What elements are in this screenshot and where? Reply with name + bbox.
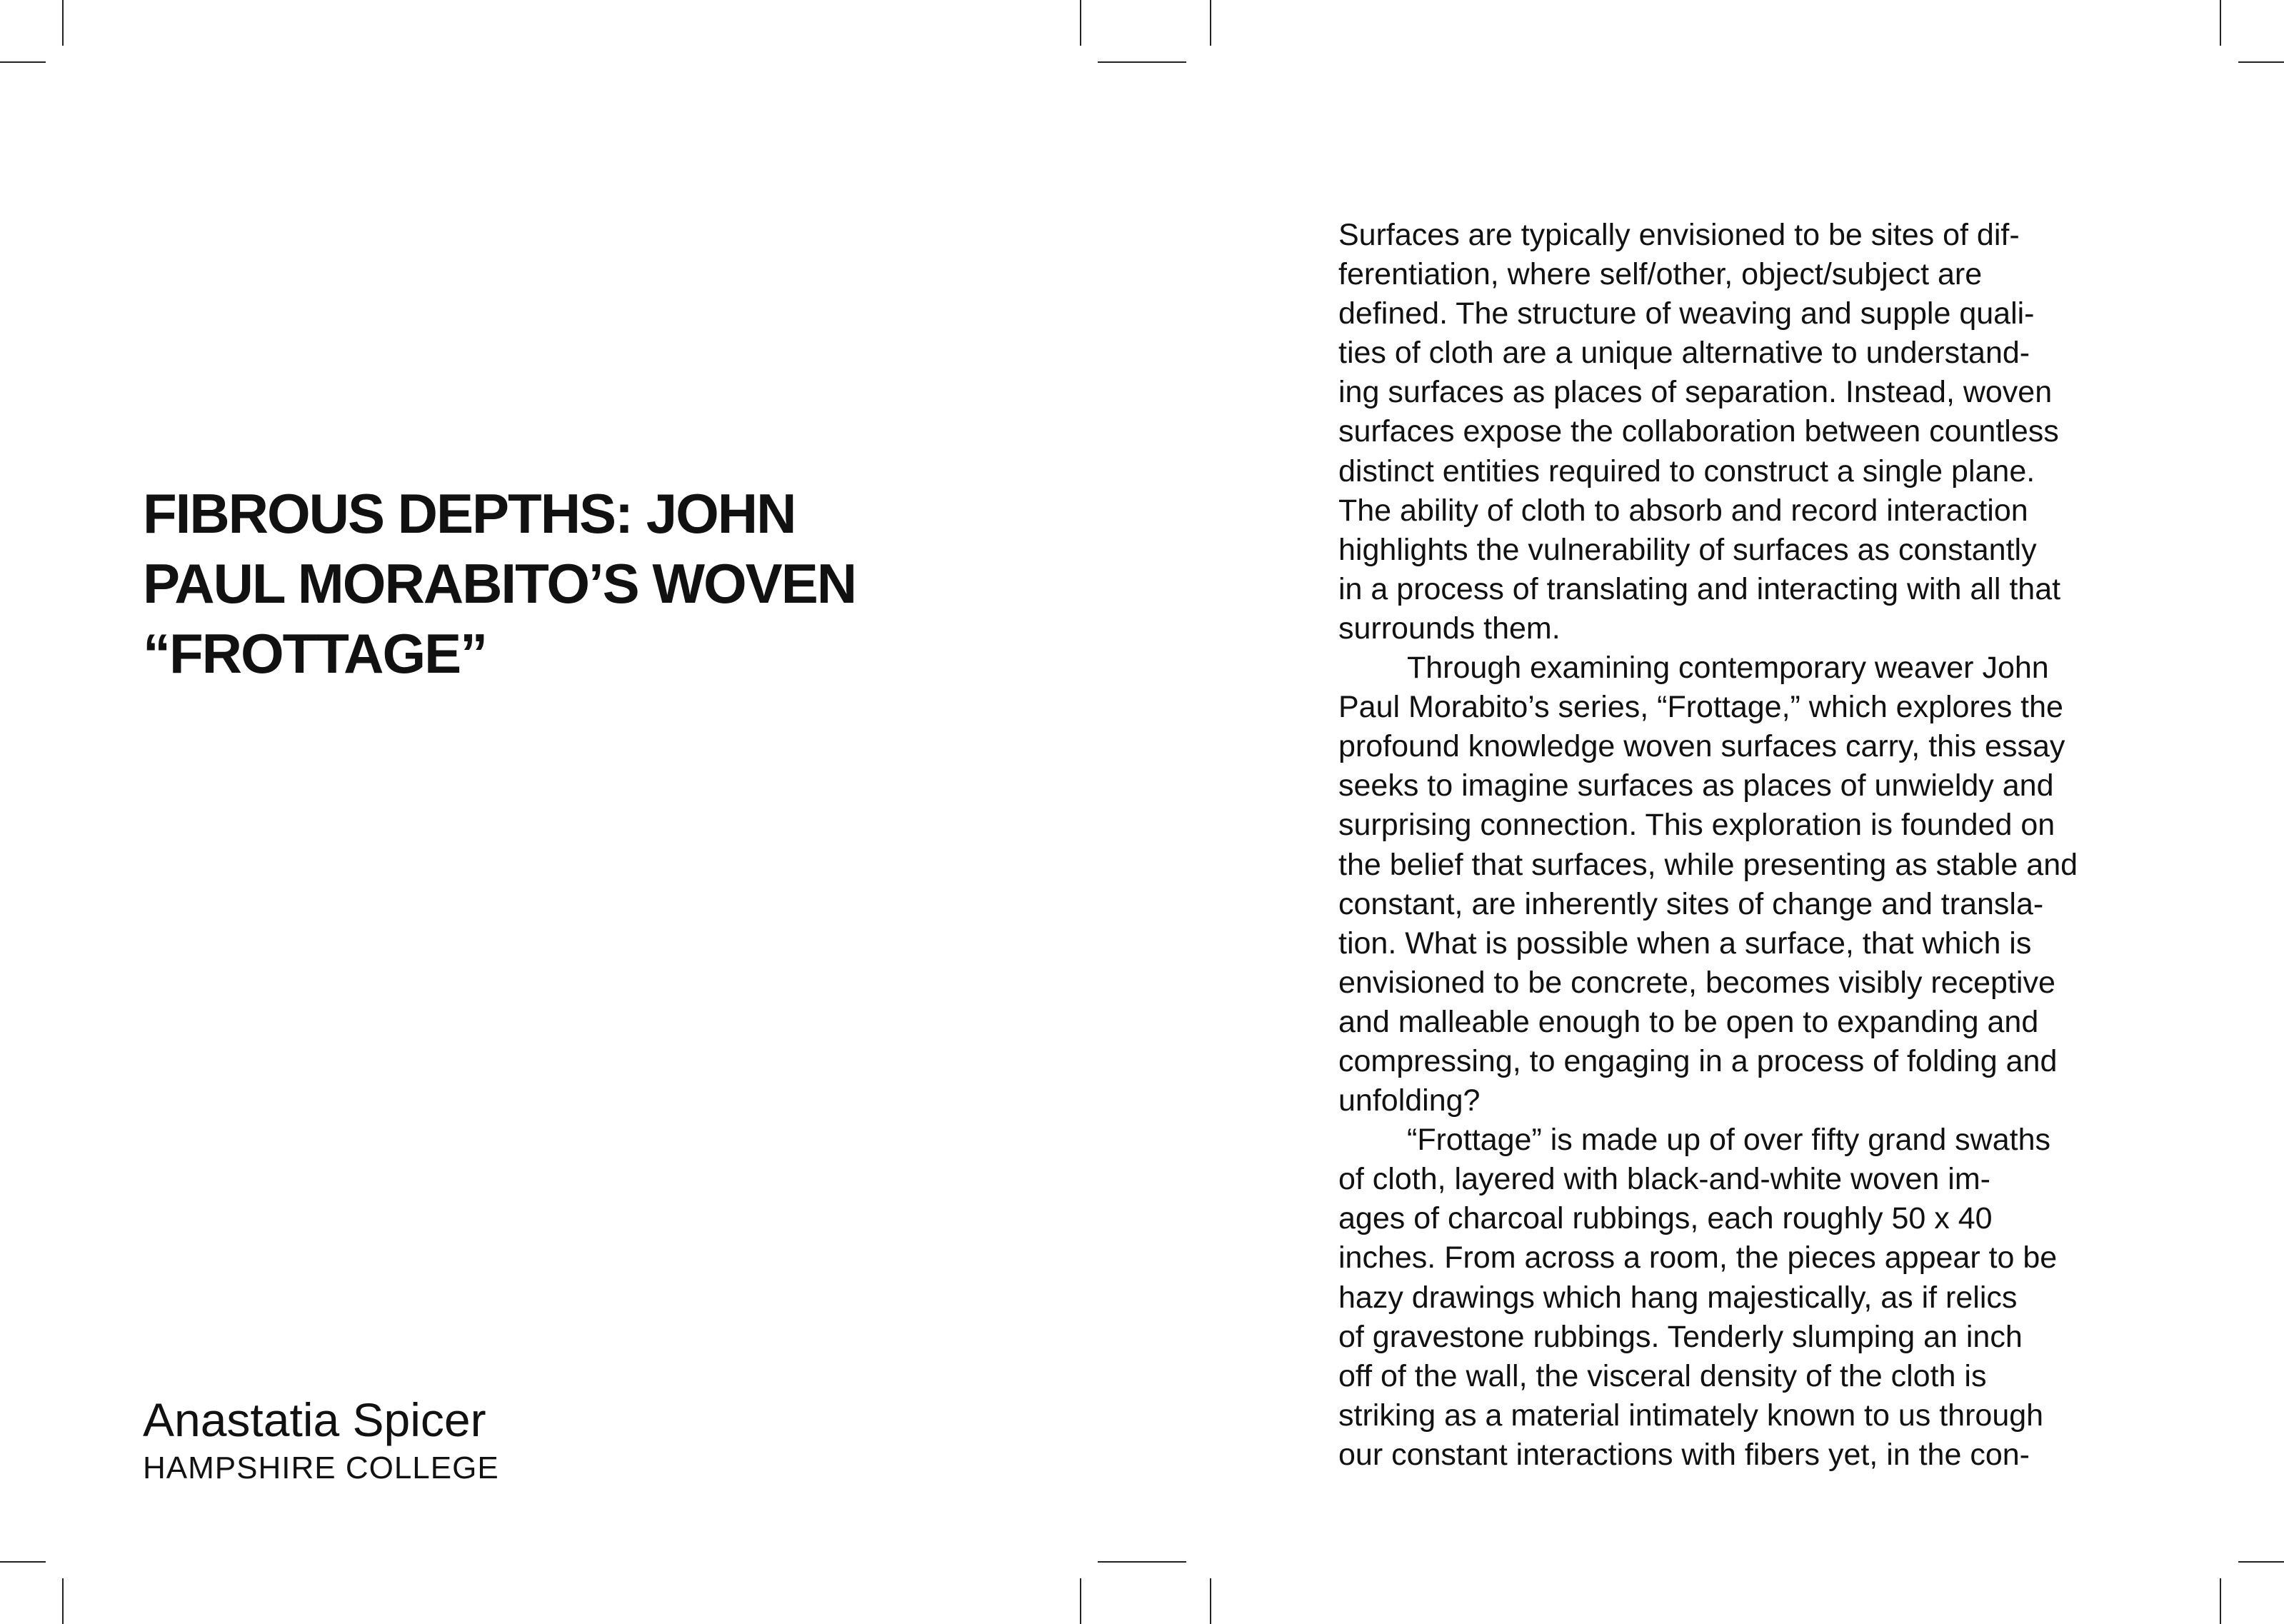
body-line: highlights the vulnerability of surfaces as constantly (1338, 532, 2037, 567)
crop-mark-bottom-center-left-vertical (1080, 1578, 1081, 1624)
crop-mark-bottom-right-vertical (2220, 1578, 2221, 1624)
body-line: and malleable enough to be open to expanding and (1338, 1004, 2039, 1039)
crop-mark-top-left-vertical (62, 0, 64, 46)
body-line: constant, are inherently sites of change and transla- (1338, 886, 2044, 921)
body-line: inches. From across a room, the pieces appear to be (1338, 1240, 2058, 1275)
body-line: hazy drawings which hang majestically, as if relics (1338, 1280, 2018, 1315)
crop-mark-bottom-right-horizontal (2238, 1561, 2284, 1563)
title-line: PAUL MORABITO’S WOVEN (143, 552, 856, 615)
body-line: compressing, to engaging in a process of folding and (1338, 1043, 2058, 1078)
body-line: seeks to imagine surfaces as places of unwieldy and (1338, 768, 2054, 803)
body-line: ties of cloth are a unique alternative to understand- (1338, 336, 2030, 371)
body-line: Through examining contemporary weaver John (1407, 651, 2049, 686)
body-line: Surfaces are typically envisioned to be sites of dif- (1338, 218, 2020, 252)
body-line: the belief that surfaces, while presenting as stable and (1338, 847, 2078, 882)
body-line: surrounds them. (1338, 611, 1561, 646)
body-line: our constant interactions with fibers yet, in the con- (1338, 1437, 2030, 1472)
crop-mark-top-center-horizontal (1098, 61, 1186, 63)
author-name: Anastatia Spicer (143, 1393, 486, 1446)
body-line: of gravestone rubbings. Tenderly slumping an inch (1338, 1319, 2023, 1354)
body-line: ferentiation, where self/other, object/subject are (1338, 257, 1983, 292)
body-line: tion. What is possible when a surface, that which is (1338, 926, 2032, 961)
body-line: unfolding? (1338, 1083, 1481, 1118)
body-line: “Frottage” is made up of over fifty grand swaths (1407, 1123, 2051, 1158)
body-line: surfaces expose the collaboration between countless (1338, 414, 2059, 449)
crop-mark-top-center-left-vertical (1080, 0, 1081, 46)
body-line: Paul Morabito’s series, “Frottage,” which explores the (1338, 690, 2063, 725)
crop-mark-bottom-center-right-vertical (1210, 1578, 1211, 1624)
body-line: ages of charcoal rubbings, each roughly 50 x 40 (1338, 1201, 1993, 1236)
body-line: surprising connection. This exploration is founded on (1338, 808, 2055, 843)
body-line: The ability of cloth to absorb and record interaction (1338, 493, 2028, 528)
body-line: in a process of translating and interacting with all that (1338, 571, 2061, 606)
author-affiliation: HAMPSHIRE COLLEGE (143, 1450, 499, 1485)
body-line: striking as a material intimately known to us through (1338, 1398, 2044, 1433)
crop-mark-top-center-right-vertical (1210, 0, 1211, 46)
author-block (143, 1391, 499, 1488)
crop-mark-bottom-left-vertical (62, 1578, 64, 1624)
body-line: distinct entities required to construct a single plane. (1338, 453, 2035, 488)
essay-body (1338, 216, 2153, 1475)
crop-mark-top-left-horizontal (0, 61, 46, 63)
title-line: FIBROUS DEPTHS: JOHN (143, 482, 796, 545)
crop-mark-bottom-left-horizontal (0, 1561, 46, 1563)
essay-title (143, 478, 1000, 688)
body-line: profound knowledge woven surfaces carry, this essay (1338, 729, 2065, 764)
body-line: of cloth, layered with black-and-white woven im- (1338, 1162, 1990, 1197)
title-line: “FROTTAGE” (143, 622, 487, 685)
body-line: envisioned to be concrete, becomes visibly receptive (1338, 965, 2055, 1000)
body-line: ing surfaces as places of separation. Instead, woven (1338, 375, 2053, 410)
body-line: defined. The structure of weaving and supple quali- (1338, 296, 2035, 331)
crop-mark-bottom-center-horizontal (1098, 1561, 1186, 1563)
crop-mark-top-right-horizontal (2238, 61, 2284, 63)
body-line: off of the wall, the visceral density of the cloth is (1338, 1358, 1987, 1393)
crop-mark-top-right-vertical (2220, 0, 2221, 46)
